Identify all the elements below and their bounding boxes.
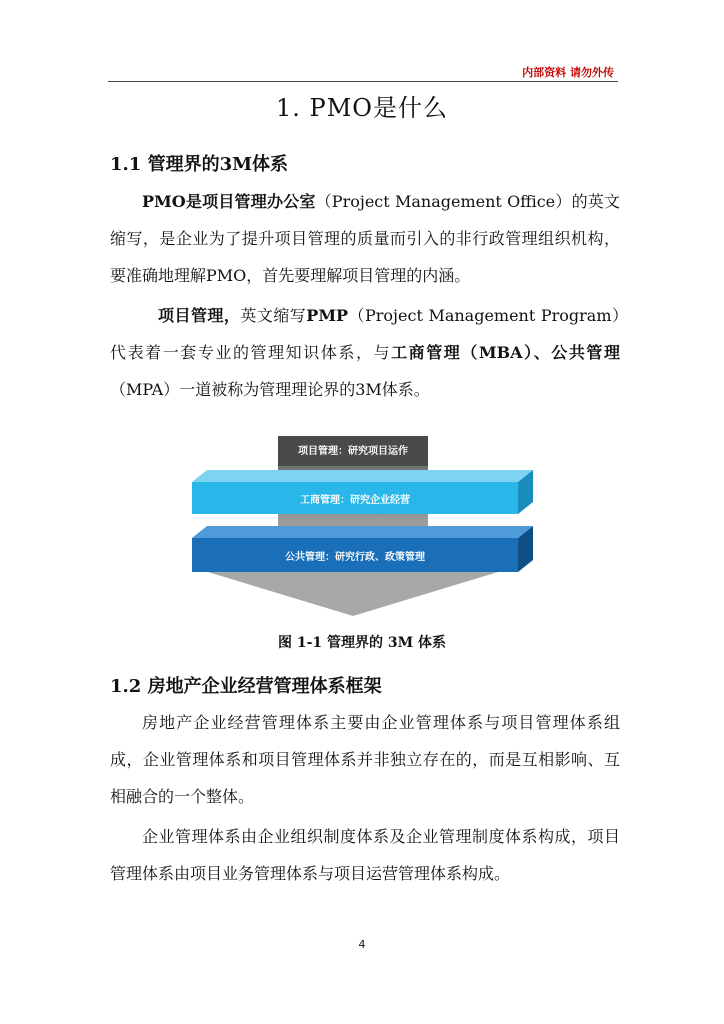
pmo-lead: PMO是项目管理办公室 [142, 192, 316, 211]
section-heading-1-2: 1.2 房地产企业经营管理体系框架 [110, 676, 382, 697]
pmo-definition-text: （Project Management Office）的英文缩写，是企业为了提升项目管理的质量而引入的非行政管理组织机构，要准确地理解PMO，首先要理解项目管理的内涵。 [110, 192, 620, 285]
public-management-layer [192, 526, 533, 572]
layer-label-project: 项目管理：研究项目运作 [298, 446, 408, 457]
layer-label-business: 工商管理：研究企业经营 [300, 495, 410, 506]
pm-lead: 项目管理， [158, 306, 241, 325]
layer-label-public: 公共管理：研究行政、政策管理 [285, 552, 425, 563]
business-management-layer [192, 470, 533, 514]
3m-system-figure [188, 432, 538, 616]
paragraph-pmo-definition [110, 183, 620, 294]
page-title: 1. PMO是什么 [276, 94, 448, 122]
3m-diagram [188, 432, 538, 616]
paragraph-system-composition: 企业管理体系由企业组织制度体系及企业管理制度体系构成，项目管理体系由项目业务管理体系与项目运营管理体系构成。 [110, 827, 620, 883]
pm-text-1: 英文缩写 [240, 306, 307, 325]
pm-text-2: （Project Management Program）代表着一套专业的管理知识体系，与 [110, 306, 620, 362]
mba-term: 工商管理（MBA）、公共管理 [391, 343, 620, 362]
pm-text-3: （MPA）一道被称为管理理论界的3M体系。 [110, 380, 430, 399]
section-heading-1-1: 1.1 管理界的3M体系 [110, 154, 289, 175]
page-number: 4 [358, 938, 366, 951]
header-divider [108, 81, 618, 82]
paragraph-framework: 房地产企业经营管理体系主要由企业管理体系与项目管理体系组成，企业管理体系和项目管理体系并非独立存在的，而是互相影响、互相融合的一个整体。 [110, 713, 620, 806]
confidential-note: 内部资料 请勿外传 [522, 66, 614, 79]
paragraph-project-management [110, 297, 620, 408]
pmp-term: PMP [306, 306, 349, 325]
figure-caption: 图 1-1 管理界的 3M 体系 [277, 635, 447, 651]
